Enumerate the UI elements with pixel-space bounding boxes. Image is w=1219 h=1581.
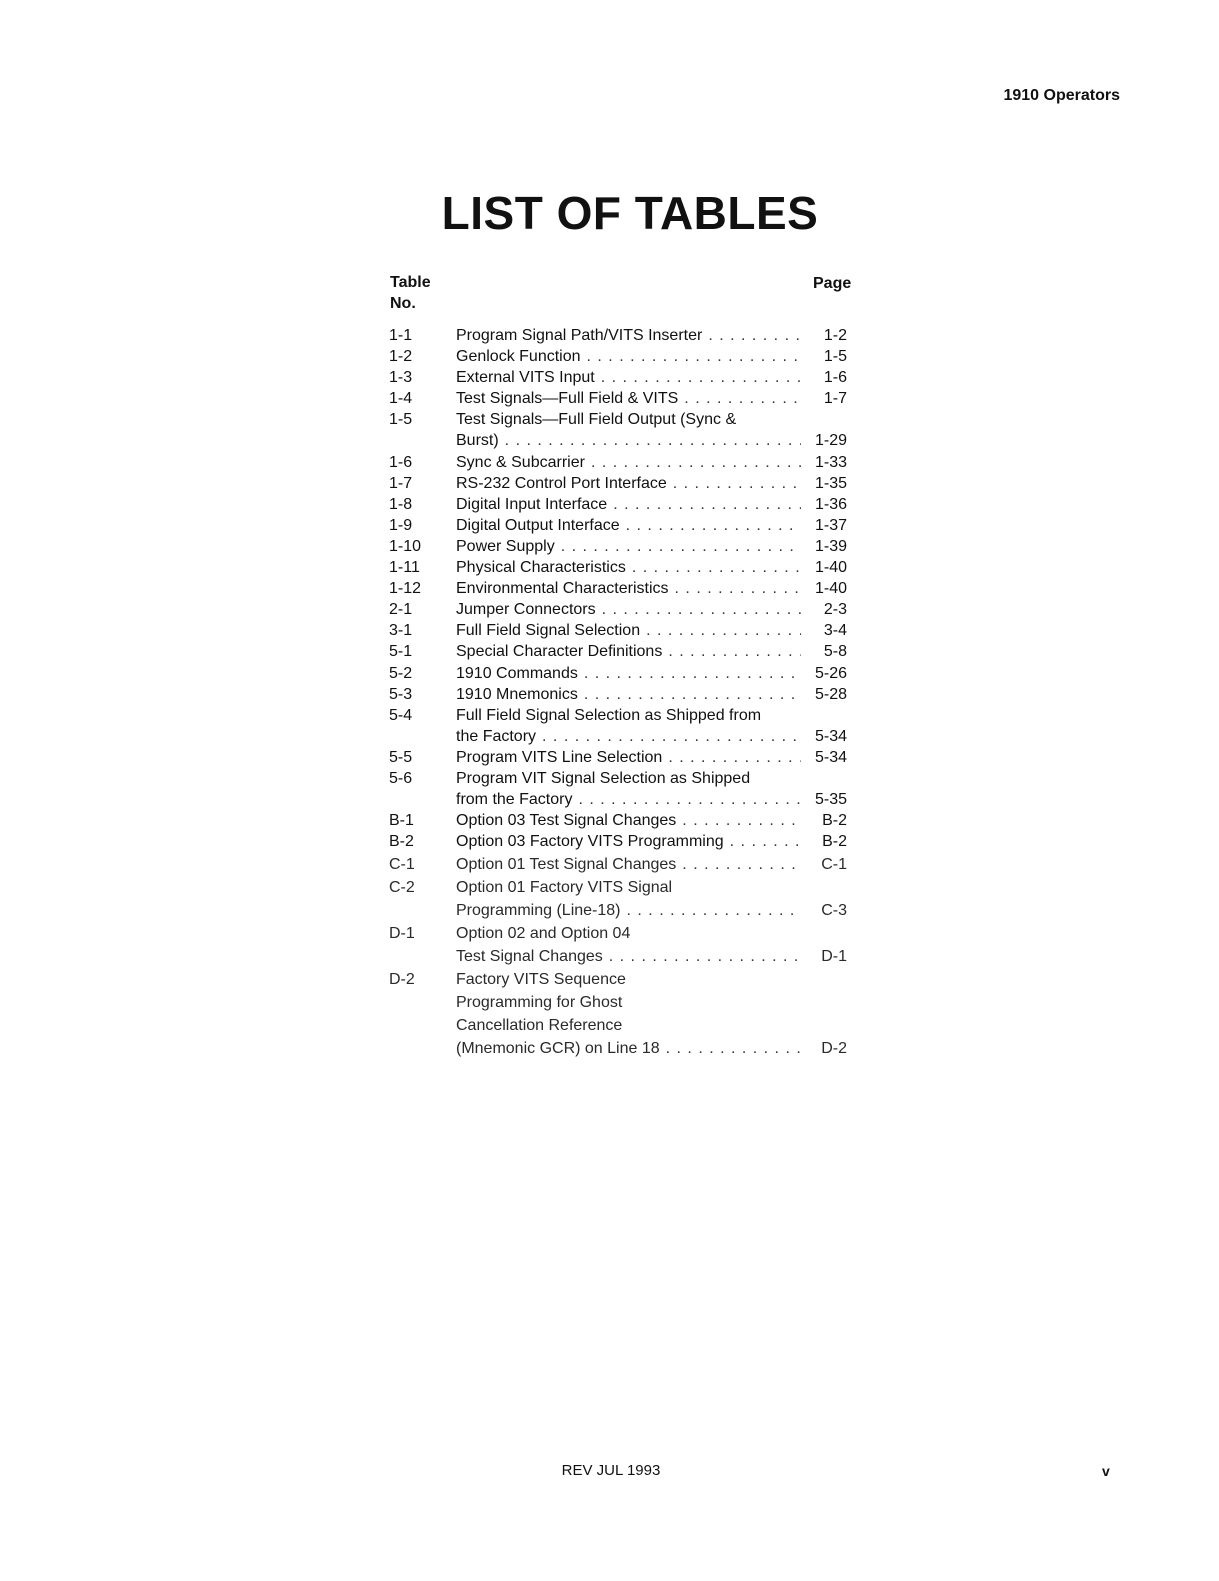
- table-entry: [389, 599, 859, 620]
- table-title-line: the Factory: [456, 727, 537, 745]
- table-entry: [389, 325, 859, 346]
- table-title-line: Full Field Signal Selection: [456, 622, 641, 640]
- page-ref: C-1: [821, 856, 847, 873]
- table-title: [456, 515, 801, 536]
- page-ref: 5-28: [814, 685, 847, 703]
- table-entry: [389, 853, 859, 876]
- table-title: [456, 578, 801, 599]
- table-entry: [389, 494, 859, 515]
- table-title: [456, 536, 801, 557]
- page-ref: 1-33: [814, 453, 847, 471]
- dot-leader: [640, 620, 801, 641]
- table-entry: [389, 810, 859, 831]
- running-head: 1910 Operators: [1003, 87, 1120, 104]
- table-title-line: Digital Input Interface: [456, 495, 608, 513]
- table-entry: [389, 768, 859, 810]
- table-title: [456, 346, 801, 367]
- table-title-line: from the Factory: [456, 791, 573, 809]
- table-title: [456, 599, 801, 620]
- table-entry: [389, 876, 859, 922]
- table-number: D-1: [389, 925, 415, 942]
- table-number: 1-8: [389, 495, 413, 513]
- page-ref: D-2: [821, 1040, 847, 1057]
- table-entry: [389, 641, 859, 662]
- table-entry: [389, 557, 859, 578]
- table-title-line: Special Character Definitions: [456, 643, 663, 661]
- page-ref: 1-40: [814, 580, 847, 598]
- dot-leader: [555, 536, 801, 557]
- table-title: [456, 922, 801, 968]
- dot-leader: [620, 515, 801, 536]
- table-number: 1-12: [389, 580, 422, 598]
- dot-leader: [536, 726, 801, 747]
- table-number: 1-7: [389, 474, 413, 492]
- dot-leader: [660, 1037, 801, 1060]
- page-ref: D-1: [821, 948, 847, 965]
- table-title-line: Test Signal Changes: [456, 948, 603, 965]
- table-title: [456, 810, 801, 831]
- table-entry: [389, 452, 859, 473]
- table-number: 1-10: [389, 537, 422, 555]
- table-number: 1-9: [389, 516, 413, 534]
- table-title: [456, 325, 801, 346]
- table-entry: [389, 747, 859, 768]
- table-entry: [389, 473, 859, 494]
- page-ref: 1-37: [814, 516, 847, 534]
- table-title: [456, 494, 801, 515]
- page-ref: 5-34: [814, 727, 847, 745]
- page-ref: 1-36: [814, 495, 847, 513]
- page-ref: 2-3: [823, 601, 847, 619]
- dot-leader: [572, 789, 801, 810]
- table-title: [456, 684, 801, 705]
- dot-leader: [626, 557, 801, 578]
- dot-leader: [669, 578, 801, 599]
- table-title: [456, 663, 801, 684]
- table-title-line: Power Supply: [456, 537, 555, 555]
- table-no-header-line2: No.: [390, 295, 416, 312]
- table-title-line: Option 03 Factory VITS Programming: [456, 833, 724, 851]
- page-ref: 1-7: [823, 390, 847, 408]
- dot-leader: [499, 430, 801, 451]
- table-entry: [389, 515, 859, 536]
- table-title: [456, 473, 801, 494]
- table-number: 1-6: [389, 453, 413, 471]
- table-title: [456, 557, 801, 578]
- table-title: [456, 747, 801, 768]
- page-ref: 1-29: [814, 432, 847, 450]
- table-title-line: External VITS Input: [456, 369, 595, 387]
- table-number: B-1: [389, 812, 414, 830]
- page-ref: 1-40: [814, 559, 847, 577]
- table-entry: [389, 663, 859, 684]
- dot-leader: [607, 494, 801, 515]
- table-title-line: Environmental Characteristics: [456, 580, 669, 598]
- table-number: 5-3: [389, 685, 413, 703]
- table-entry: [389, 968, 859, 1060]
- table-entry: [389, 705, 859, 747]
- page-ref: 5-26: [814, 664, 847, 682]
- table-number: 5-4: [389, 706, 413, 724]
- table-number: 1-4: [389, 390, 413, 408]
- table-title-line: Digital Output Interface: [456, 516, 620, 534]
- dot-leader: [724, 831, 801, 852]
- table-title-line: Test Signals—Full Field & VITS: [456, 390, 679, 408]
- dot-leader: [676, 810, 801, 831]
- table-entry: [389, 367, 859, 388]
- table-number: D-2: [389, 971, 415, 988]
- dot-leader: [702, 325, 801, 346]
- table-number: 2-1: [389, 601, 413, 619]
- table-title: [456, 452, 801, 473]
- page-ref: C-3: [821, 902, 847, 919]
- page-ref: 1-5: [823, 348, 847, 366]
- table-number: 5-1: [389, 643, 413, 661]
- dot-leader: [662, 747, 801, 768]
- table-number: C-2: [389, 879, 415, 896]
- table-entry: [389, 578, 859, 599]
- page-ref: 5-35: [814, 791, 847, 809]
- table-title-line: Program Signal Path/VITS Inserter: [456, 327, 703, 344]
- table-title-line: Option 03 Test Signal Changes: [456, 812, 677, 830]
- page-title: LIST OF TABLES: [441, 187, 819, 239]
- dot-leader: [603, 945, 801, 968]
- table-entry: [389, 922, 859, 968]
- page-ref: 1-35: [814, 474, 847, 492]
- dot-leader: [578, 684, 801, 705]
- dot-leader: [578, 663, 801, 684]
- table-number: 1-2: [389, 348, 413, 366]
- table-entry: [389, 684, 859, 705]
- table-title: [456, 768, 801, 810]
- table-title: [456, 853, 801, 876]
- table-title-line: Jumper Connectors: [456, 601, 596, 619]
- table-number: C-1: [389, 856, 415, 873]
- dot-leader: [662, 641, 801, 662]
- dot-leader: [585, 452, 801, 473]
- page-ref: 5-34: [814, 748, 847, 766]
- dot-leader: [678, 388, 801, 409]
- table-entry: [389, 831, 859, 852]
- table-title: [456, 367, 801, 388]
- dot-leader: [595, 367, 801, 388]
- table-title-line: Burst): [456, 432, 499, 450]
- table-number: 5-5: [389, 748, 413, 766]
- table-number: 3-1: [389, 622, 413, 640]
- table-title: [456, 831, 801, 852]
- table-title-line: Program VIT Signal Selection as Shipped: [456, 769, 751, 787]
- table-title-line: Cancellation Reference: [456, 1017, 623, 1034]
- page-ref: B-2: [822, 812, 847, 830]
- dot-leader: [596, 599, 801, 620]
- table-entry: [389, 536, 859, 557]
- table-no-header-line1: Table: [390, 274, 431, 291]
- table-entry: [389, 409, 859, 451]
- table-title-line: RS-232 Control Port Interface: [456, 474, 667, 492]
- revision-footer: REV JUL 1993: [561, 1462, 661, 1479]
- page-column-header: Page: [813, 275, 852, 292]
- table-title-line: 1910 Commands: [456, 664, 578, 682]
- table-title-line: Programming for Ghost: [456, 994, 623, 1011]
- dot-leader: [581, 346, 801, 367]
- table-title: [456, 876, 801, 922]
- table-title-line: (Mnemonic GCR) on Line 18: [456, 1040, 660, 1057]
- table-number: 1-11: [389, 559, 420, 577]
- table-no-column-header: [390, 272, 431, 314]
- table-entry: [389, 620, 859, 641]
- page-ref: 1-39: [814, 537, 847, 555]
- table-title-line: Program VITS Line Selection: [456, 748, 663, 766]
- table-title: [456, 968, 801, 1060]
- table-title-line: Physical Characteristics: [456, 559, 626, 577]
- table-list-appendix: [389, 853, 859, 1060]
- page-number: v: [1102, 1463, 1110, 1479]
- table-title-line: Option 01 Test Signal Changes: [456, 856, 677, 873]
- table-number: 1-3: [389, 369, 413, 387]
- table-title-line: Programming (Line-18): [456, 902, 621, 919]
- table-entry: [389, 388, 859, 409]
- table-title: [456, 641, 801, 662]
- table-number: B-2: [389, 833, 414, 851]
- table-number: 1-5: [389, 411, 413, 429]
- table-number: 5-6: [389, 769, 413, 787]
- table-title-line: Test Signals—Full Field Output (Sync &: [456, 411, 737, 429]
- page-ref: 1-6: [823, 369, 847, 387]
- table-entry: [389, 346, 859, 367]
- table-title-line: Factory VITS Sequence: [456, 971, 626, 988]
- table-title-line: Genlock Function: [456, 348, 581, 366]
- table-title: [456, 409, 801, 451]
- table-title-line: Full Field Signal Selection as Shipped from: [456, 706, 762, 724]
- table-list: [389, 325, 859, 852]
- dot-leader: [676, 853, 801, 876]
- page-ref: 5-8: [823, 643, 847, 661]
- table-title-line: Option 02 and Option 04: [456, 925, 631, 942]
- table-title-line: Option 01 Factory VITS Signal: [456, 879, 673, 896]
- page-ref: 3-4: [823, 622, 847, 640]
- table-title: [456, 705, 801, 747]
- dot-leader: [621, 899, 801, 922]
- table-title-line: Sync & Subcarrier: [456, 453, 585, 471]
- dot-leader: [667, 473, 801, 494]
- table-title: [456, 620, 801, 641]
- table-title: [456, 388, 801, 409]
- table-title-line: 1910 Mnemonics: [456, 685, 578, 703]
- page-ref: 1-2: [823, 327, 847, 344]
- table-number: 5-2: [389, 664, 413, 682]
- page-ref: B-2: [822, 833, 847, 851]
- table-number: 1-1: [389, 327, 413, 344]
